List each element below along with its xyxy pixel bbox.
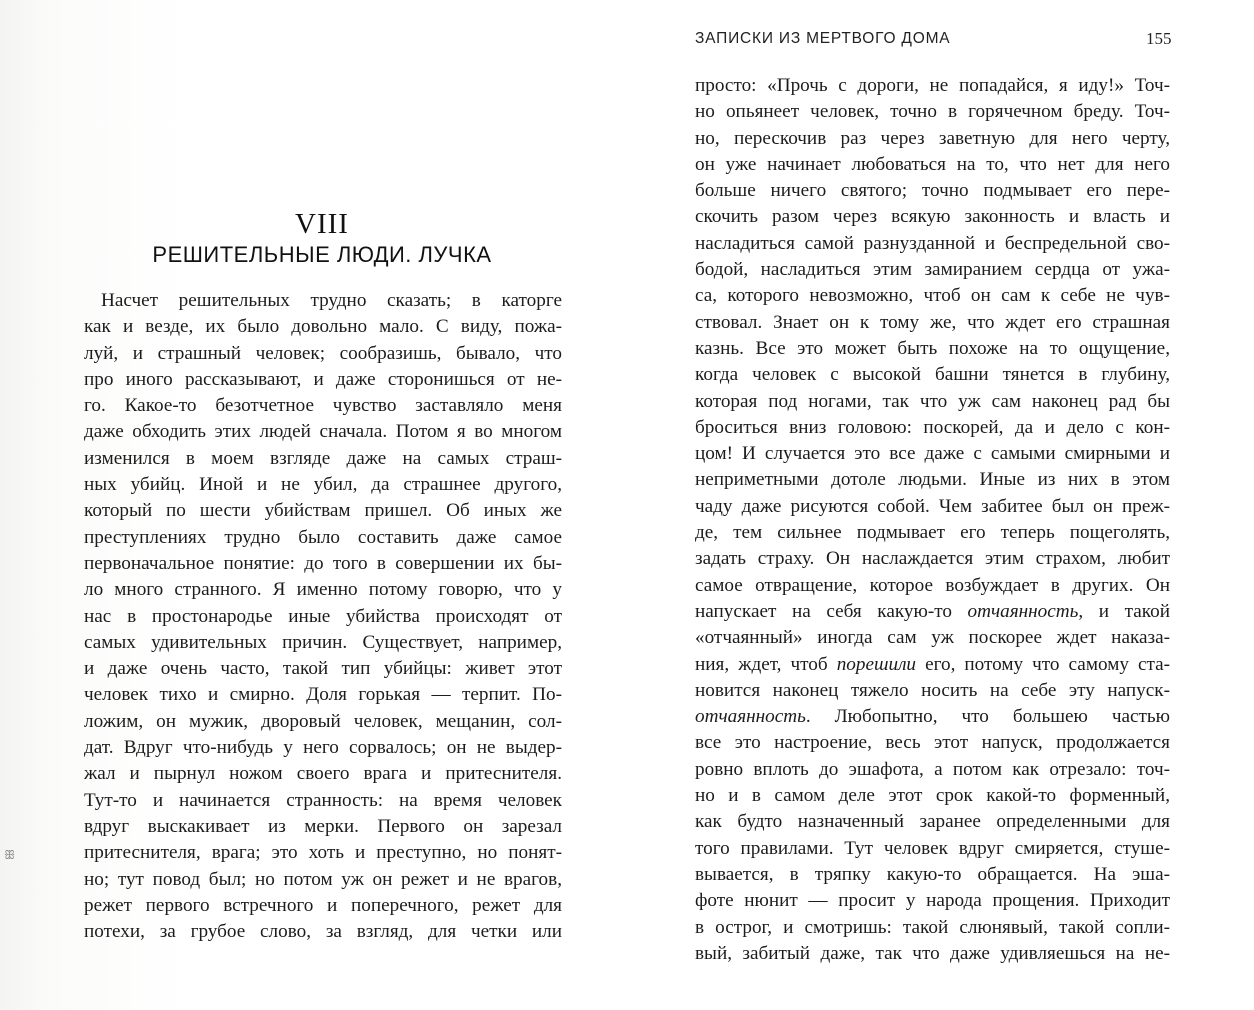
text-line: как и везде, их было довольно мало. С виду, пожа- [84, 316, 562, 338]
text-line: но, перескочив раз через заветную для него черту, [695, 127, 1170, 149]
text-line: казнь. Все это может быть похоже на то ощущение, [695, 337, 1170, 359]
text-line: который по шести убийствам пришел. Об иных же [84, 500, 562, 522]
text-line: ложим, он мужик, дворовый человек, мещанин, сол- [84, 710, 562, 732]
left-column-text [84, 288, 562, 945]
text-line: ствовал. Знает он к тому же, что ждет его страшная [695, 311, 1170, 333]
text-line: вывается, в тряпку какую-то обращается. На эша- [695, 863, 1170, 885]
text-segment: его, потому что самому ста- [916, 653, 1170, 675]
text-line: неприметными дотоле людьми. Иные из них в этом [695, 469, 1170, 491]
text-line: преступлениях трудно было составить даже самое [84, 526, 562, 548]
margin-mark: ꕥ [4, 848, 16, 862]
text-line: изменился в моем взгляде даже на самых страш- [84, 447, 562, 469]
text-line: все это настроение, весь этот напуск, продолжается [695, 732, 1170, 754]
text-line: ровно вплоть до эшафота, а потом как отрезало: точ- [695, 758, 1170, 780]
text-line: чаду даже рисуются собой. Чем забитее был он преж- [695, 495, 1170, 517]
running-head: ЗАПИСКИ ИЗ МЕРТВОГО ДОМА [695, 30, 951, 47]
chapter-number: VIII [295, 208, 349, 240]
text-line: фоте нюнит — просит у народа прощения. Приходит [695, 890, 1170, 912]
text-line: нас в простонародье иные убийства происходят от [84, 605, 562, 627]
text-line: ных убийц. Иной и не убил, да страшнее другого, [84, 474, 562, 496]
text-line: бодой, насладиться этим замиранием сердца от ужа- [695, 259, 1170, 281]
text-line: потехи, за грубое слово, за взгляд, для четки или [84, 921, 562, 943]
text-line: человек тихо и смирно. Доля горькая — терпит. По- [84, 684, 562, 706]
text-line: он уже начинает любоваться на то, что нет для него [695, 153, 1170, 175]
text-segment: ния, ждет, чтоб [695, 653, 837, 675]
text-line: броситься вниз головою: поскорей, да и дело с кон- [695, 416, 1170, 438]
text-line [695, 599, 1170, 625]
emphasis-text: отчаянность [695, 706, 806, 728]
text-line: того правилами. Тут человек вдруг смиряется, стуше- [695, 837, 1170, 859]
text-line: в острог, и смотришь: такой слюнявый, такой сопли- [695, 916, 1170, 938]
text-line: когда человек с высокой башни тянется в глубину, [695, 364, 1170, 386]
text-line: и даже очень часто, такой тип убийцы: живет этот [84, 658, 562, 680]
text-line: са, которого невозможно, чтоб он сам к себе не чув- [695, 285, 1170, 307]
text-line: вый, забитый даже, так что даже удивляешься на не- [695, 942, 1170, 964]
text-line: но опьянеет человек, точно в горячечном бреду. Точ- [695, 101, 1170, 123]
text-line: новится наконец тяжело носить на себе эту напуск- [695, 679, 1170, 701]
text-line: го. Какое-то безотчетное чувство заставляло меня [84, 395, 562, 417]
text-line: как будто назначенный заранее определенными для [695, 811, 1170, 833]
chapter-title: РЕШИТЕЛЬНЫЕ ЛЮДИ. ЛУЧКА [152, 242, 492, 267]
text-line: самых удивительных причин. Существует, например, [84, 631, 562, 653]
text-line: задать страху. Он наслаждается этим страхом, любит [695, 548, 1170, 570]
text-line: луй, и страшный человек; сообразишь, бывало, что [84, 342, 562, 364]
text-segment: . Любопытно, что большею частью [805, 706, 1170, 728]
text-line: Насчет решительных трудно сказать; в каторге [101, 290, 562, 311]
text-line: жал и пырнул ножом своего врага и притеснителя. [84, 763, 562, 785]
text-line [695, 652, 1170, 678]
text-line: вдруг выскакивает из мерки. Первого он зарезал [84, 815, 562, 837]
text-line: «отчаянный» иногда сам уж поскорее ждет наказа- [695, 627, 1170, 649]
emphasis-text: отчаянность [967, 600, 1079, 622]
text-line: даже обходить этих людей сначала. Потом я во многом [84, 421, 562, 443]
text-line: но; тут повод был; но потом уж он режет и не врагов, [84, 868, 562, 890]
text-line: но и в самом деле этот срок какой-то форменный, [695, 785, 1170, 807]
text-line: первоначальное понятие: до того в совершении их бы- [84, 552, 562, 574]
text-line: де, тем сильнее подмывает его теперь пощеголять, [695, 522, 1170, 544]
text-line: больше ничего святого; точно подмывает его пере- [695, 180, 1170, 202]
page-number: 155 [1146, 29, 1172, 48]
text-line: про иного рассказывают, и даже сторонишься от не- [84, 368, 562, 390]
text-line: цом! И случается это все даже с самыми смирными и [695, 443, 1170, 465]
text-line: ло много странного. Я именно потому говорю, что у [84, 579, 562, 601]
text-segment: напускает на себя какую-то [695, 600, 968, 622]
text-line: самое отвращение, которое возбуждает в других. Он [695, 574, 1170, 596]
text-line: которая под ногами, так что уж сам наконец рад бы [695, 390, 1170, 412]
text-line: насладиться самой разнузданной и беспредельной сво- [695, 232, 1170, 254]
text-line: режет первого встречного и поперечного, режет для [84, 894, 562, 916]
text-line: скочить разом через всякую законность и власть и [695, 206, 1170, 228]
text-segment: , и такой [1078, 600, 1170, 622]
text-line [695, 704, 1170, 730]
emphasis-text: порешили [836, 653, 917, 675]
text-line: Тут-то и начинается странность: на время человек [84, 789, 562, 811]
right-column-text [695, 73, 1170, 967]
text-line: дат. Вдруг что-нибудь у него сорвалось; он не выдер- [84, 737, 562, 759]
text-line: просто: «Прочь с дороги, не попадайся, я иду!» Точ- [695, 75, 1170, 96]
text-line: притеснителя, врага; это хоть и преступно, но понят- [84, 842, 562, 864]
